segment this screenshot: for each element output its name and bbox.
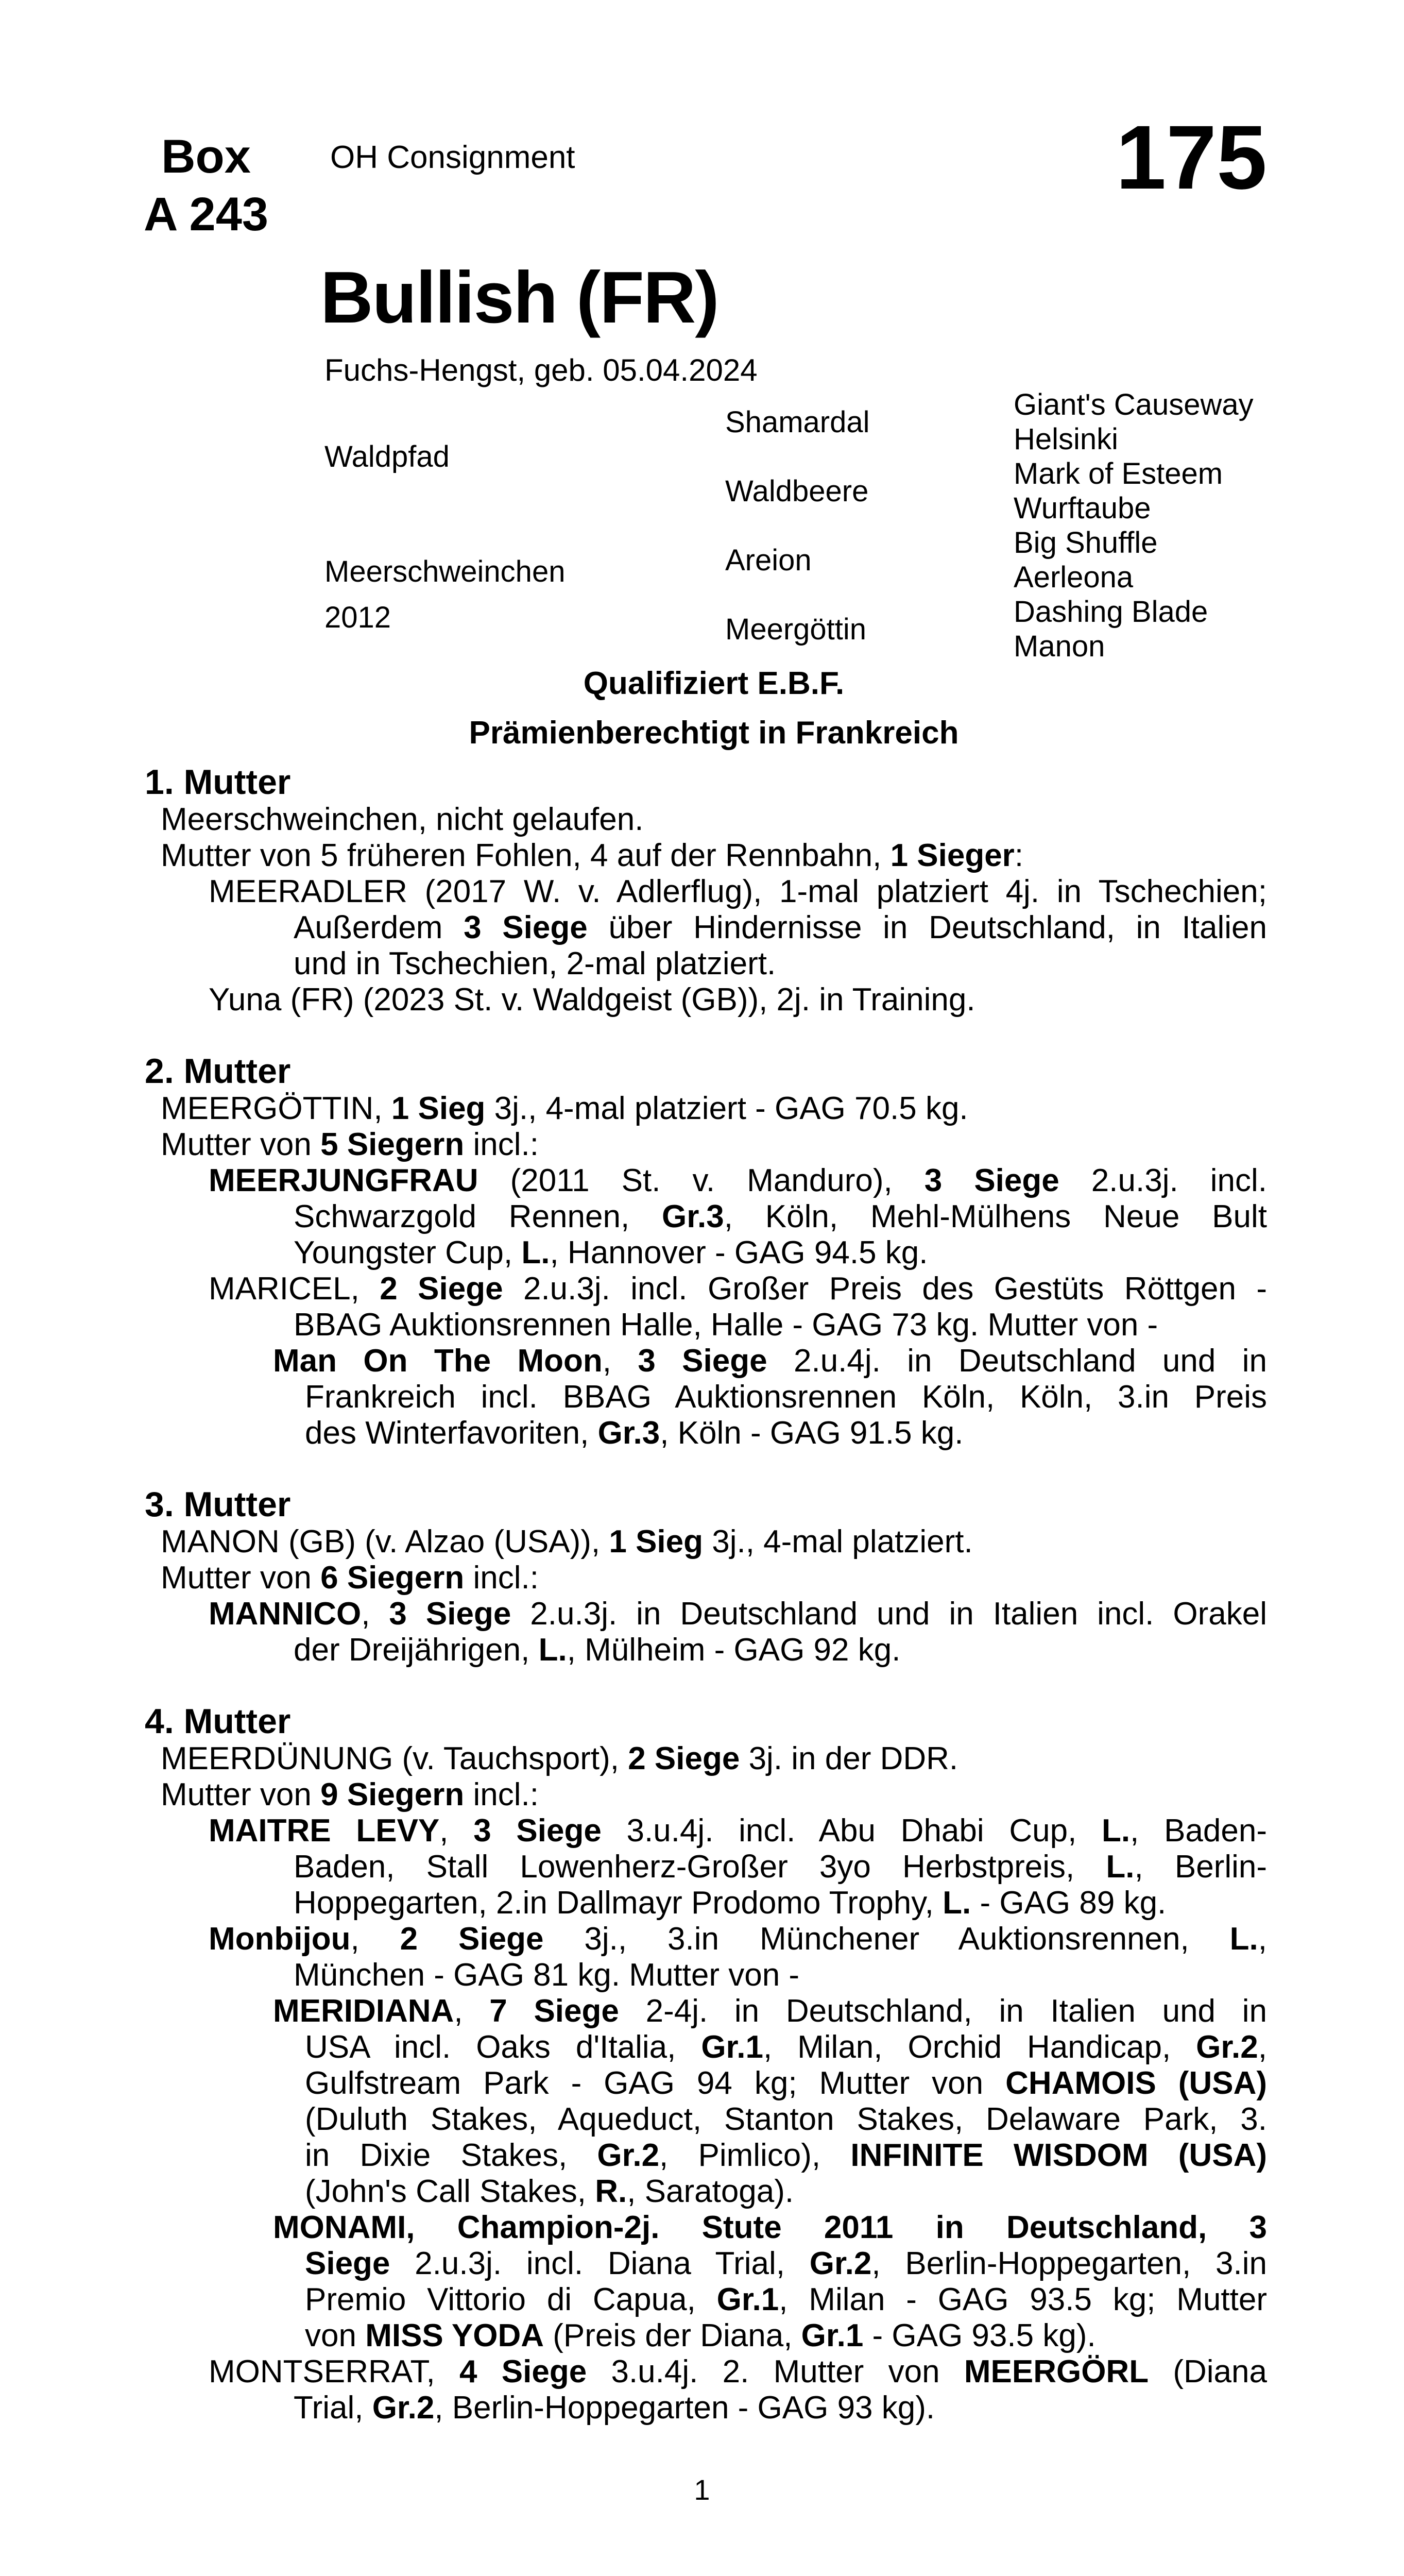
- bold-text-segment: MERIDIANA: [273, 1993, 454, 2029]
- text-line: [161, 1091, 1267, 1127]
- bold-text-segment: 7 Siege: [489, 1993, 619, 2029]
- bold-text-segment: MONAMI, Champion-2j. Stute 2011 in Deutschland, 3: [273, 2210, 1267, 2245]
- text-segment: MEERGÖTTIN,: [161, 1091, 391, 1126]
- text-line: [161, 2029, 1267, 2065]
- text-segment: (2011 St. v. Manduro),: [478, 1163, 924, 1198]
- bold-text-segment: 5 Siegern: [320, 1127, 465, 1162]
- text-segment: des Winterfavoriten,: [305, 1415, 598, 1451]
- bold-text-segment: Gr.2: [372, 2390, 435, 2426]
- text-line: [161, 1271, 1267, 1307]
- text-segment: , Berlin-: [1134, 1849, 1268, 1885]
- text-segment: MEERDÜNUNG (v. Tauchsport),: [161, 1741, 628, 1776]
- text-line: [161, 1957, 1267, 1993]
- text-segment: - GAG 89 kg.: [971, 1885, 1167, 1921]
- text-line: [161, 1777, 1267, 1813]
- text-segment: ,: [454, 1993, 490, 2029]
- bold-text-segment: 1 Sieg: [391, 1091, 486, 1126]
- text-segment: Mutter von: [161, 1560, 321, 1596]
- text-segment: Youngster Cup,: [294, 1235, 522, 1270]
- section-heading: 1. Mutter: [145, 762, 291, 802]
- box-number: A 243: [143, 188, 269, 241]
- text-segment: , Baden-: [1130, 1813, 1268, 1849]
- box-label: Box: [161, 130, 251, 183]
- text-line: [161, 2174, 1267, 2210]
- pedigree-gen2-name: Shamardal: [725, 405, 870, 439]
- bold-text-segment: 1 Sieg: [609, 1524, 704, 1560]
- text-segment: Hoppegarten, 2.in Dallmayr Prodomo Trophy,: [294, 1885, 943, 1921]
- lot-number: 175: [1116, 107, 1267, 208]
- text-line: [161, 1813, 1267, 1849]
- text-segment: 2.u.3j. incl. Diana Trial,: [390, 2246, 810, 2281]
- pedigree-gen3-name: Big Shuffle: [1014, 526, 1158, 560]
- text-segment: , Köln - GAG 91.5 kg.: [660, 1415, 964, 1451]
- text-line: [161, 1235, 1267, 1271]
- text-line: [161, 1343, 1267, 1379]
- bold-text-segment: 2 Siege: [400, 1921, 544, 1957]
- text-line: [161, 802, 1267, 838]
- bold-text-segment: L.: [1102, 1813, 1131, 1849]
- bold-text-segment: R.: [595, 2174, 627, 2209]
- bold-text-segment: Monbijou: [209, 1921, 351, 1957]
- text-segment: Mutter von 5 früheren Fohlen, 4 auf der Rennbahn,: [161, 838, 891, 873]
- pedigree-gen3-name: Manon: [1014, 630, 1105, 663]
- text-segment: 2.u.3j. in Deutschland und in Italien incl. Orakel: [511, 1596, 1268, 1632]
- text-segment: Mutter von: [161, 1127, 321, 1162]
- bold-text-segment: 3 Siege: [638, 1343, 767, 1379]
- text-line: [161, 2138, 1267, 2174]
- bold-text-segment: 6 Siegern: [320, 1560, 465, 1596]
- text-line: [161, 2354, 1267, 2390]
- section-heading: 4. Mutter: [145, 1702, 291, 1741]
- text-line: [161, 1379, 1267, 1415]
- text-segment: in Dixie Stakes,: [305, 2138, 597, 2173]
- text-segment: MANON (GB) (v. Alzao (USA)),: [161, 1524, 609, 1560]
- section-heading: 3. Mutter: [145, 1485, 291, 1524]
- pedigree-gen2-name: Meergöttin: [725, 612, 867, 646]
- text-segment: USA incl. Oaks d'Italia,: [305, 2029, 701, 2065]
- bold-text-segment: 3 Siege: [924, 1163, 1059, 1198]
- text-segment: und in Tschechien, 2-mal platziert.: [294, 946, 776, 981]
- text-segment: der Dreijährigen,: [294, 1632, 539, 1668]
- bold-text-segment: 3 Siege: [473, 1813, 602, 1849]
- pedigree-gen3-name: Giant's Causeway: [1014, 388, 1254, 421]
- pedigree-gen3-name: Wurftaube: [1014, 492, 1151, 525]
- text-segment: 3j. in der DDR.: [740, 1741, 958, 1776]
- text-segment: - GAG 93.5 kg).: [863, 2318, 1096, 2353]
- qualification-line-premium: Prämienberechtigt in Frankreich: [469, 715, 959, 751]
- bold-text-segment: MEERJUNGFRAU: [209, 1163, 478, 1198]
- pedigree-gen3-name: Helsinki: [1014, 422, 1119, 456]
- text-line: [161, 1596, 1267, 1632]
- text-line: [161, 1849, 1267, 1885]
- text-segment: 3j., 3.in Münchener Auktionsrennen,: [543, 1921, 1230, 1957]
- bold-text-segment: Gr.1: [801, 2318, 864, 2353]
- text-segment: (Duluth Stakes, Aqueduct, Stanton Stakes, Delaware Park, 3.: [305, 2102, 1267, 2137]
- bold-text-segment: L.: [1106, 1849, 1135, 1885]
- text-segment: Außerdem: [294, 910, 464, 945]
- text-segment: ,: [602, 1343, 638, 1379]
- bold-text-segment: INFINITE WISDOM (USA): [850, 2138, 1267, 2173]
- qualifications-block: [161, 666, 1267, 751]
- mutter-section: [145, 1052, 1268, 1451]
- consignment-label: OH Consignment: [330, 140, 575, 175]
- pedigree-gen2-name: Areion: [725, 543, 812, 577]
- text-segment: , Mülheim - GAG 92 kg.: [567, 1632, 901, 1668]
- bold-text-segment: Gr.1: [716, 2282, 779, 2317]
- text-segment: BBAG Auktionsrennen Halle, Halle - GAG 73 kg. Mutter von -: [294, 1307, 1158, 1343]
- pedigree-gen1-name: Meerschweinchen: [324, 555, 566, 588]
- text-segment: 2-4j. in Deutschland, in Italien und in: [619, 1993, 1267, 2029]
- text-segment: ,: [350, 1921, 400, 1957]
- mutter-section: [145, 1485, 1268, 1668]
- text-segment: Meerschweinchen, nicht gelaufen.: [161, 802, 644, 837]
- text-segment: , Berlin-Hoppegarten, 3.in: [871, 2246, 1267, 2281]
- text-line: [161, 2318, 1267, 2354]
- text-segment: Mutter von: [161, 1777, 321, 1812]
- bold-text-segment: Siege: [305, 2246, 390, 2281]
- text-segment: 2.u.4j. in Deutschland und in: [767, 1343, 1268, 1379]
- bold-text-segment: 1 Sieger: [890, 838, 1015, 873]
- pedigree-gen3-name: Aerleona: [1014, 561, 1134, 594]
- text-segment: Trial,: [294, 2390, 372, 2426]
- text-line: [161, 1127, 1267, 1163]
- pedigree-gen1-cell: [324, 387, 725, 526]
- bold-text-segment: Gr.3: [662, 1199, 724, 1234]
- text-segment: , Pimlico),: [659, 2138, 851, 2173]
- text-line: [161, 910, 1267, 946]
- text-segment: ,: [1258, 2029, 1267, 2065]
- bold-text-segment: 3 Siege: [464, 910, 588, 945]
- page-number: 1: [694, 2473, 710, 2506]
- text-line: [161, 946, 1267, 982]
- bold-text-segment: Gr.2: [809, 2246, 872, 2281]
- bold-text-segment: L.: [1229, 1921, 1258, 1957]
- pedigree-gen1-name: Waldpfad: [324, 439, 450, 473]
- pedigree-gen1-cell: [324, 526, 725, 664]
- text-line: [161, 838, 1267, 874]
- text-segment: 2.u.3j. incl.: [1059, 1163, 1267, 1198]
- text-segment: , Köln, Mehl-Mülhens Neue Bult: [724, 1199, 1267, 1234]
- text-line: [161, 1163, 1267, 1199]
- bold-text-segment: MANNICO: [209, 1596, 362, 1632]
- text-segment: ,: [439, 1813, 474, 1849]
- text-segment: Baden, Stall Lowenherz-Großer 3yo Herbstpreis,: [294, 1849, 1106, 1885]
- text-segment: , Berlin-Hoppegarten - GAG 93 kg).: [434, 2390, 935, 2426]
- bold-text-segment: Gr.1: [701, 2029, 763, 2065]
- bold-text-segment: 2 Siege: [380, 1271, 503, 1307]
- text-line: [161, 1993, 1267, 2029]
- text-segment: , Saratoga).: [627, 2174, 794, 2209]
- mutter-section: [145, 762, 1268, 1018]
- text-segment: incl.:: [464, 1560, 539, 1596]
- text-segment: ,: [361, 1596, 389, 1632]
- text-segment: 2.u.3j. incl. Großer Preis des Gestüts Röttgen -: [503, 1271, 1268, 1307]
- text-segment: , Hannover - GAG 94.5 kg.: [550, 1235, 928, 1270]
- text-line: [161, 2210, 1267, 2246]
- text-line: [161, 982, 1267, 1018]
- text-line: [161, 2282, 1267, 2318]
- text-segment: , Milan - GAG 93.5 kg; Mutter: [779, 2282, 1267, 2317]
- bold-text-segment: CHAMOIS (USA): [1005, 2065, 1267, 2101]
- bold-text-segment: MEERGÖRL: [964, 2354, 1149, 2389]
- bold-text-segment: 3 Siege: [389, 1596, 511, 1632]
- text-segment: (Preis der Diana,: [544, 2318, 801, 2353]
- text-segment: :: [1014, 838, 1024, 873]
- pedigree-gen3-name: Dashing Blade: [1014, 595, 1208, 629]
- horse-name-title: Bullish (FR): [320, 257, 718, 338]
- text-segment: über Hindernisse in Deutschland, in Italien: [587, 910, 1268, 945]
- text-segment: von: [305, 2318, 366, 2353]
- text-line: [161, 2065, 1267, 2102]
- text-segment: incl.:: [464, 1777, 539, 1812]
- text-segment: MEERADLER (2017 W. v. Adlerflug), 1-mal platziert 4j. in Tschechien;: [209, 874, 1267, 909]
- text-line: [161, 1885, 1267, 1921]
- text-segment: Premio Vittorio di Capua,: [305, 2282, 717, 2317]
- text-segment: 3j., 4-mal platziert - GAG 70.5 kg.: [485, 1091, 968, 1126]
- text-segment: Yuna (FR) (2023 St. v. Waldgeist (GB)), 2j. in Training.: [209, 982, 975, 1018]
- bold-text-segment: MAITRE LEVY: [209, 1813, 440, 1849]
- text-line: [161, 1415, 1267, 1451]
- text-line: [161, 874, 1267, 910]
- mutter-sections: [145, 762, 1268, 2426]
- text-segment: Gulfstream Park - GAG 94 kg; Mutter von: [305, 2065, 1006, 2101]
- bold-text-segment: 4 Siege: [459, 2354, 587, 2389]
- bold-text-segment: L.: [538, 1632, 567, 1668]
- text-segment: MONTSERRAT,: [209, 2354, 460, 2389]
- text-segment: 3.u.4j. incl. Abu Dhabi Cup,: [601, 1813, 1102, 1849]
- text-line: [161, 1632, 1267, 1668]
- text-segment: , Milan, Orchid Handicap,: [763, 2029, 1196, 2065]
- bold-text-segment: L.: [521, 1235, 550, 1270]
- bold-text-segment: 2 Siege: [628, 1741, 740, 1776]
- text-segment: incl.:: [464, 1127, 539, 1162]
- text-segment: Schwarzgold Rennen,: [294, 1199, 662, 1234]
- box-block: [131, 128, 281, 243]
- text-segment: 3.u.4j. 2. Mutter von: [587, 2354, 964, 2389]
- qualification-line-ebf: Qualifiziert E.B.F.: [583, 666, 845, 701]
- section-heading: 2. Mutter: [145, 1052, 291, 1091]
- text-line: [161, 1560, 1267, 1596]
- text-segment: München - GAG 81 kg. Mutter von -: [294, 1957, 800, 1993]
- text-segment: ,: [1258, 1921, 1268, 1957]
- bold-text-segment: Gr.2: [1196, 2029, 1258, 2065]
- bold-text-segment: 9 Siegern: [320, 1777, 465, 1812]
- text-segment: Frankreich incl. BBAG Auktionsrennen Köln, Köln, 3.in Preis: [305, 1379, 1267, 1415]
- text-line: [161, 1921, 1267, 1957]
- pedigree-gen2-name: Waldbeere: [725, 474, 869, 508]
- text-segment: MARICEL,: [209, 1271, 380, 1307]
- text-line: [161, 1741, 1267, 1777]
- bold-text-segment: Gr.2: [597, 2138, 660, 2173]
- text-line: [161, 2390, 1267, 2426]
- horse-details: Fuchs-Hengst, geb. 05.04.2024: [324, 353, 758, 387]
- pedigree-table: [324, 387, 1254, 664]
- bold-text-segment: L.: [943, 1885, 971, 1921]
- text-line: [161, 1199, 1267, 1235]
- text-segment: (John's Call Stakes,: [305, 2174, 595, 2209]
- text-line: [161, 1524, 1267, 1560]
- text-segment: (Diana: [1149, 2354, 1267, 2389]
- text-segment: 3j., 4-mal platziert.: [703, 1524, 973, 1560]
- text-line: [161, 2246, 1267, 2282]
- pedigree-gen3-name: Mark of Esteem: [1014, 457, 1223, 490]
- bold-text-segment: Gr.3: [597, 1415, 660, 1451]
- pedigree-gen1-year: 2012: [324, 601, 391, 634]
- mutter-section: [145, 1702, 1268, 2426]
- bold-text-segment: Man On The Moon: [273, 1343, 603, 1379]
- text-line: [161, 1307, 1267, 1343]
- text-line: [161, 2102, 1267, 2138]
- bold-text-segment: MISS YODA: [365, 2318, 544, 2353]
